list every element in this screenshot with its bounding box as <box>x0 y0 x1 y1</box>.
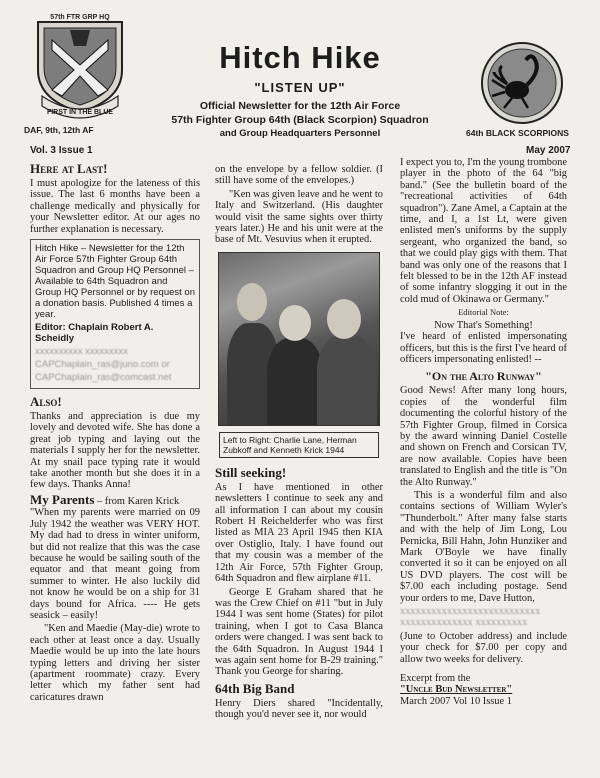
masthead-line-1: Official Newsletter for the 12th Air Force <box>199 100 401 112</box>
scorpion-emblem <box>472 40 572 126</box>
newsletter-subtitle: "LISTEN UP" <box>254 80 346 95</box>
column-2 <box>215 164 383 723</box>
masthead-line-2: 57th Fighter Group 64th (Black Scorpion) Squadron <box>171 114 429 126</box>
paragraph-leave: "Ken was given leave and he went to Italy and Switzerland. (His daughter would visit the same sights over thirty years later.) He and his unit were at the base of Mt. Vesuvius when it erupted. <box>215 188 383 246</box>
info-box-editor-label: Editor: <box>35 322 66 334</box>
paragraph-runway-1: Good News! After many long hours, copies of the wonderful film documenting the colorful history of the 57th Fighter Group, filmed in Corsica by the award winning Daniel Costelle and shown on French and Corsican TV, are now available. Copies have been translated to English and the title is "On the Alto Runway." <box>400 385 567 488</box>
emblem-left-caption: DAF, 9th, 12th AF <box>24 125 94 135</box>
editorial-note-line: Now That's Something! <box>434 319 533 331</box>
paragraph-seeking-2: George E Graham shared that he was the Crew Chief on #11 "but in July 1944 I was sent home (States) for pilot training, when I got to Casa Blanca orders were changed. I was sent back to the 64th Squadron. In August 1944 I was again sent home for B-29 training." Thank you George for sharing. <box>215 586 383 678</box>
paragraph-envelope: on the envelope by a fellow soldier. (I still have some of the envelopes.) <box>215 164 383 187</box>
column-1 <box>30 158 200 705</box>
heading-here-at-last: Here at Last! <box>30 161 108 176</box>
paragraph-parents-1: "When my parents were married on 09 July 1942 the weather was VERY HOT. My dad had to dress in winter uniform, but did not realize that this was the case because he would be sailing south of the equator and that meant going from summer to winter. He also luckily did not know he would be on a ship for 31 days bound for Africa. ---- He gets seasick – easily! <box>30 507 200 621</box>
info-box-editor: Chaplain Robert A. Scheidly <box>35 322 154 345</box>
volume-issue: Vol. 3 Issue 1 <box>30 145 93 156</box>
masthead-line-3: and Group Headquarters Personnel <box>219 128 381 139</box>
paragraph-parents-2: "Ken and Maedie (May-die) wrote to each other at least once a day. Usually Maedie would be up into the late hours typing letters and driving her sister (apartment roommate) crazy. Every letter which my father sent had caricatures drawn <box>30 623 200 703</box>
photo-caption: Left to Right: Charlie Lane, Herman Zubkoff and Kenneth Krick 1944 <box>219 432 379 458</box>
info-box-email-1[interactable]: CAPChaplain_ras@juno.com or <box>35 359 170 371</box>
soldiers-photo <box>218 252 380 426</box>
emblem-right-caption: 64th BLACK SCORPIONS <box>466 128 569 138</box>
group-hq-emblem <box>30 10 130 125</box>
editorial-note-label: Editorial Note: <box>458 307 509 318</box>
paragraph-seeking-1: As I have mentioned in other newsletters I continue to seek any and all information I can about my cousin Robert H Reichelderfer who was first listed as MIA 23 April 1945 then KIA over Ostiglio, Italy. I have found out that my cousin was a member of the 12th Air Force, 57th Fighter Group, 64th Squadron and flew airplane #11. <box>215 481 383 585</box>
paragraph-apology: I must apologize for the lateness of this issue. The last 6 months have been a challenge medically and physically for your Newsletter editor. At our ages no further explanation is necessary. <box>30 178 200 235</box>
heading-my-parents: My Parents <box>30 491 95 507</box>
info-box-email-2[interactable]: CAPChaplain_ras@comcast.net <box>35 372 172 384</box>
paragraph-redacted-address: xxxxxxxxxxxxxxxxxxxxxxxxxxx xxxxxxxxxxxxxx xxxxxxxxxx <box>400 606 541 629</box>
excerpt-title: "Uncle Bud Newsletter" <box>400 684 513 696</box>
info-box-description: Hitch Hike – Newsletter for the 12th Air Force 57th Fighter Group 64th Squadron and Group HQ Personnel – Available to 64th Squadron and Group HQ Personnel or by request on a donation basis. Published 4 times a year. <box>35 243 196 321</box>
column-3 <box>400 157 567 707</box>
info-box-redacted: xxxxxxxxxx xxxxxxxxx <box>35 346 128 358</box>
emblem-left-text: 57th FTR GRP HQ <box>50 14 110 21</box>
paragraph-band: Henry Diers shared "Incidentally, though you'd never see it, nor would <box>215 697 383 721</box>
paragraph-editorial: I've heard of enlisted impersonating officers, but this is the first I've heard of officers impersonating enlisted! -- <box>400 331 567 365</box>
heading-big-band: 64th Big Band <box>215 680 295 696</box>
newsletter-info-box <box>30 239 200 389</box>
paragraph-trombone: I expect you to, I'm the young trombone player in the photo of the 64 "big band." (See the bulletin board of the "recreational activities of 64th squadron"). Zane Amel, a Captain at the time, and I, a 1st Lt, were given enlisted men's uniforms by the supply sergeant, who organized the band, so that we could play gigs with them. That band was only one of the reasons that I felt blessed to be in the 12th AF instead of some infantry slogging it out in the cold mud of Okinawa or Germany." <box>400 157 567 305</box>
paragraph-thanks: Thanks and appreciation is due my lovely and devoted wife. She has done a great job typing and laying out the materials I supply her for the newsletter. At my snail pace typing rate it would take another month but she does it in a few days. Thanks Anna! <box>30 411 200 491</box>
parents-source: – from Karen Krick <box>94 495 180 507</box>
excerpt-block <box>400 673 567 707</box>
paragraph-runway-3: (June to October address) and include your check for $7.00 per copy and allow two weeks for delivery. <box>400 630 567 665</box>
excerpt-date: March 2007 Vol 10 Issue 1 <box>400 695 512 707</box>
excerpt-label: Excerpt from the <box>400 673 471 685</box>
heading-alto-runway: "On the Alto Runway" <box>425 369 542 384</box>
heading-still-seeking: Still seeking! <box>215 464 287 480</box>
newsletter-title: Hitch Hike <box>219 40 381 75</box>
heading-also: Also! <box>30 394 62 410</box>
emblem-left-motto: FIRST IN THE BLUE <box>46 109 114 116</box>
issue-date: May 2007 <box>526 145 571 156</box>
paragraph-runway-2: This is a wonderful film and also contains sections of William Wyler's "Thunderbolt." After many false starts and with the help of Jim Long, Lou Pernicka, Bill Hahn, John Hunziker and Mark O'Boyle we have finally converted it so it can be enjoyed on all US DVD players. The cost will be $7.00 each including postage. Send your orders to me, Dave Hutton, <box>400 489 567 604</box>
